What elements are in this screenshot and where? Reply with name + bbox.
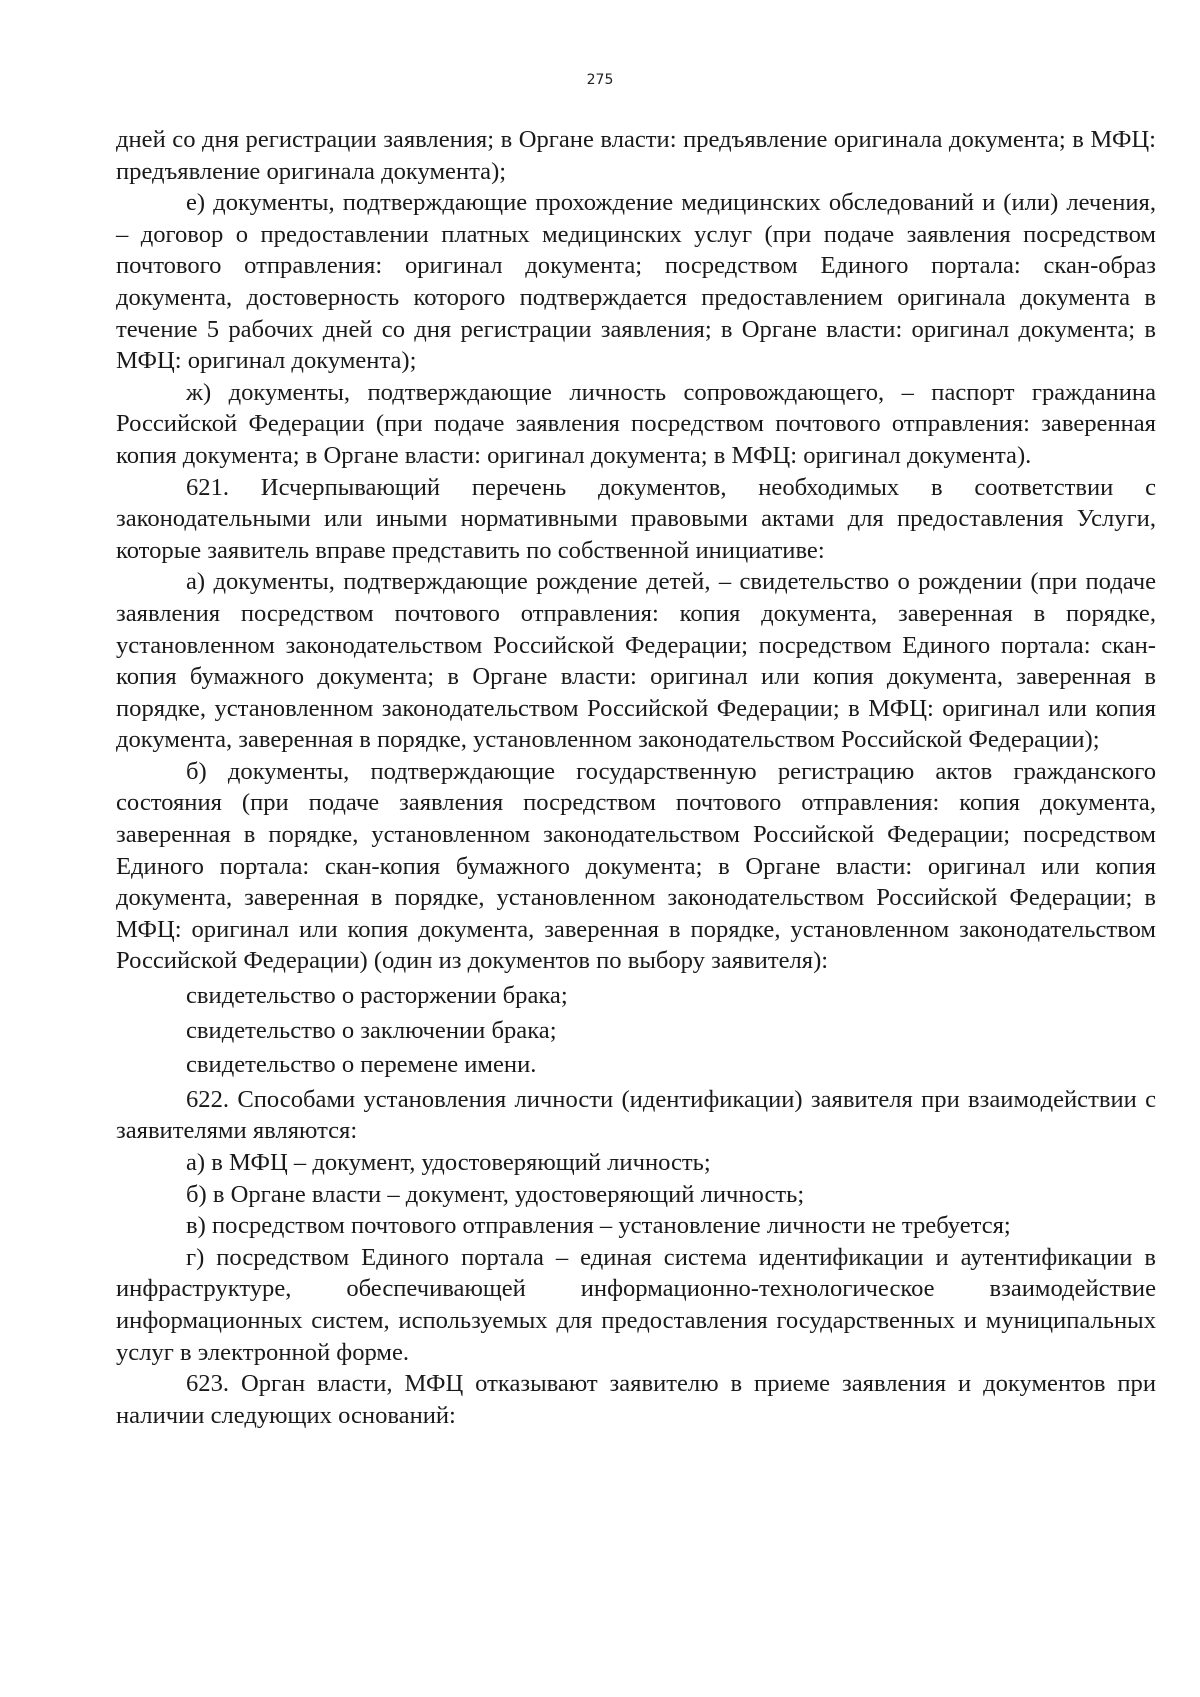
paragraph-621-item-a: а) документы, подтверждающие рождение детей, – свидетельство о рождении (при подаче заявления посредством почтового отправления: копия документа, заверенная в порядке, установленном законодательством Российской Федерации; посредством Единого портала: скан-копия бумажного документа; в Органе власти: оригинал или копия документа, заверенная в порядке, установленном законодательством Российской Федерации; в МФЦ: оригинал или копия документа, заверенная в порядке, установленном законодательством Российской Федерации); [116,568,1156,754]
list-item-name-change-certificate: свидетельство о перемене имени. [186,1051,537,1079]
paragraph-622-item-g: г) посредством Единого портала – единая система идентификации и аутентификации в инфраструктуре, обеспечивающей информационно-технологическое взаимодействие информационных систем, используемых для предоставления государственных и муниципальных услуг в электронной форме. [116,1243,1156,1366]
paragraph-622: 622. Способами установления личности (идентификации) заявителя при взаимодействии с заявителями являются: [116,1085,1156,1145]
paragraph-item-zh: ж) документы, подтверждающие личность сопровождающего, – паспорт гражданина Российской Федерации (при подаче заявления посредством почтового отправления: заверенная копия документа; в Органе власти: оригинал документа; в МФЦ: оригинал документа). [116,378,1156,469]
paragraph-622-item-v: в) посредством почтового отправления – установление личности не требуется; [186,1212,1011,1240]
page-number: 275 [586,72,614,88]
paragraph-continuation: дней со дня регистрации заявления; в Органе власти: предъявление оригинала документа; в МФЦ: предъявление оригинала документа); [116,126,1156,185]
document-body [116,124,1156,1431]
paragraph-623: 623. Орган власти, МФЦ отказывают заявителю в приеме заявления и документов при наличии следующих оснований: [116,1370,1156,1429]
paragraph-622-item-b: б) в Органе власти – документ, удостоверяющий личность; [186,1180,805,1208]
paragraph-621: 621. Исчерпывающий перечень документов, необходимых в соответствии с законодательными или иными нормативными правовыми актами для предоставления Услуги, которые заявитель вправе представить по собственной инициативе: [116,473,1156,564]
paragraph-621-item-b: б) документы, подтверждающие государственную регистрацию актов гражданского состояния (при подаче заявления посредством почтового отправления: копия документа, заверенная в порядке, установленном законодательством Российской Федерации; посредством Единого портала: скан-копия бумажного документа; в Органе власти: оригинал или копия документа, заверенная в порядке, установленном законодательством Российской Федерации; в МФЦ: оригинал или копия документа, заверенная в порядке, установленном законодательством Российской Федерации) (один из документов по выбору заявителя): [116,757,1156,975]
list-item-divorce-certificate: свидетельство о расторжении брака; [186,982,568,1010]
paragraph-item-e: е) документы, подтверждающие прохождение медицинских обследований и (или) лечения, – договор о предоставлении платных медицинских услуг (при подаче заявления посредством почтового отправления: оригинал документа; посредством Единого портала: скан-образ документа, достоверность которого подтверждается предоставлением оригинала документа в течение 5 рабочих дней со дня регистрации заявления; в Органе власти: оригинал документа; в МФЦ: оригинал документа); [116,189,1156,375]
list-item-marriage-certificate: свидетельство о заключении брака; [186,1016,557,1044]
paragraph-622-item-a: а) в МФЦ – документ, удостоверяющий личность; [186,1149,711,1176]
